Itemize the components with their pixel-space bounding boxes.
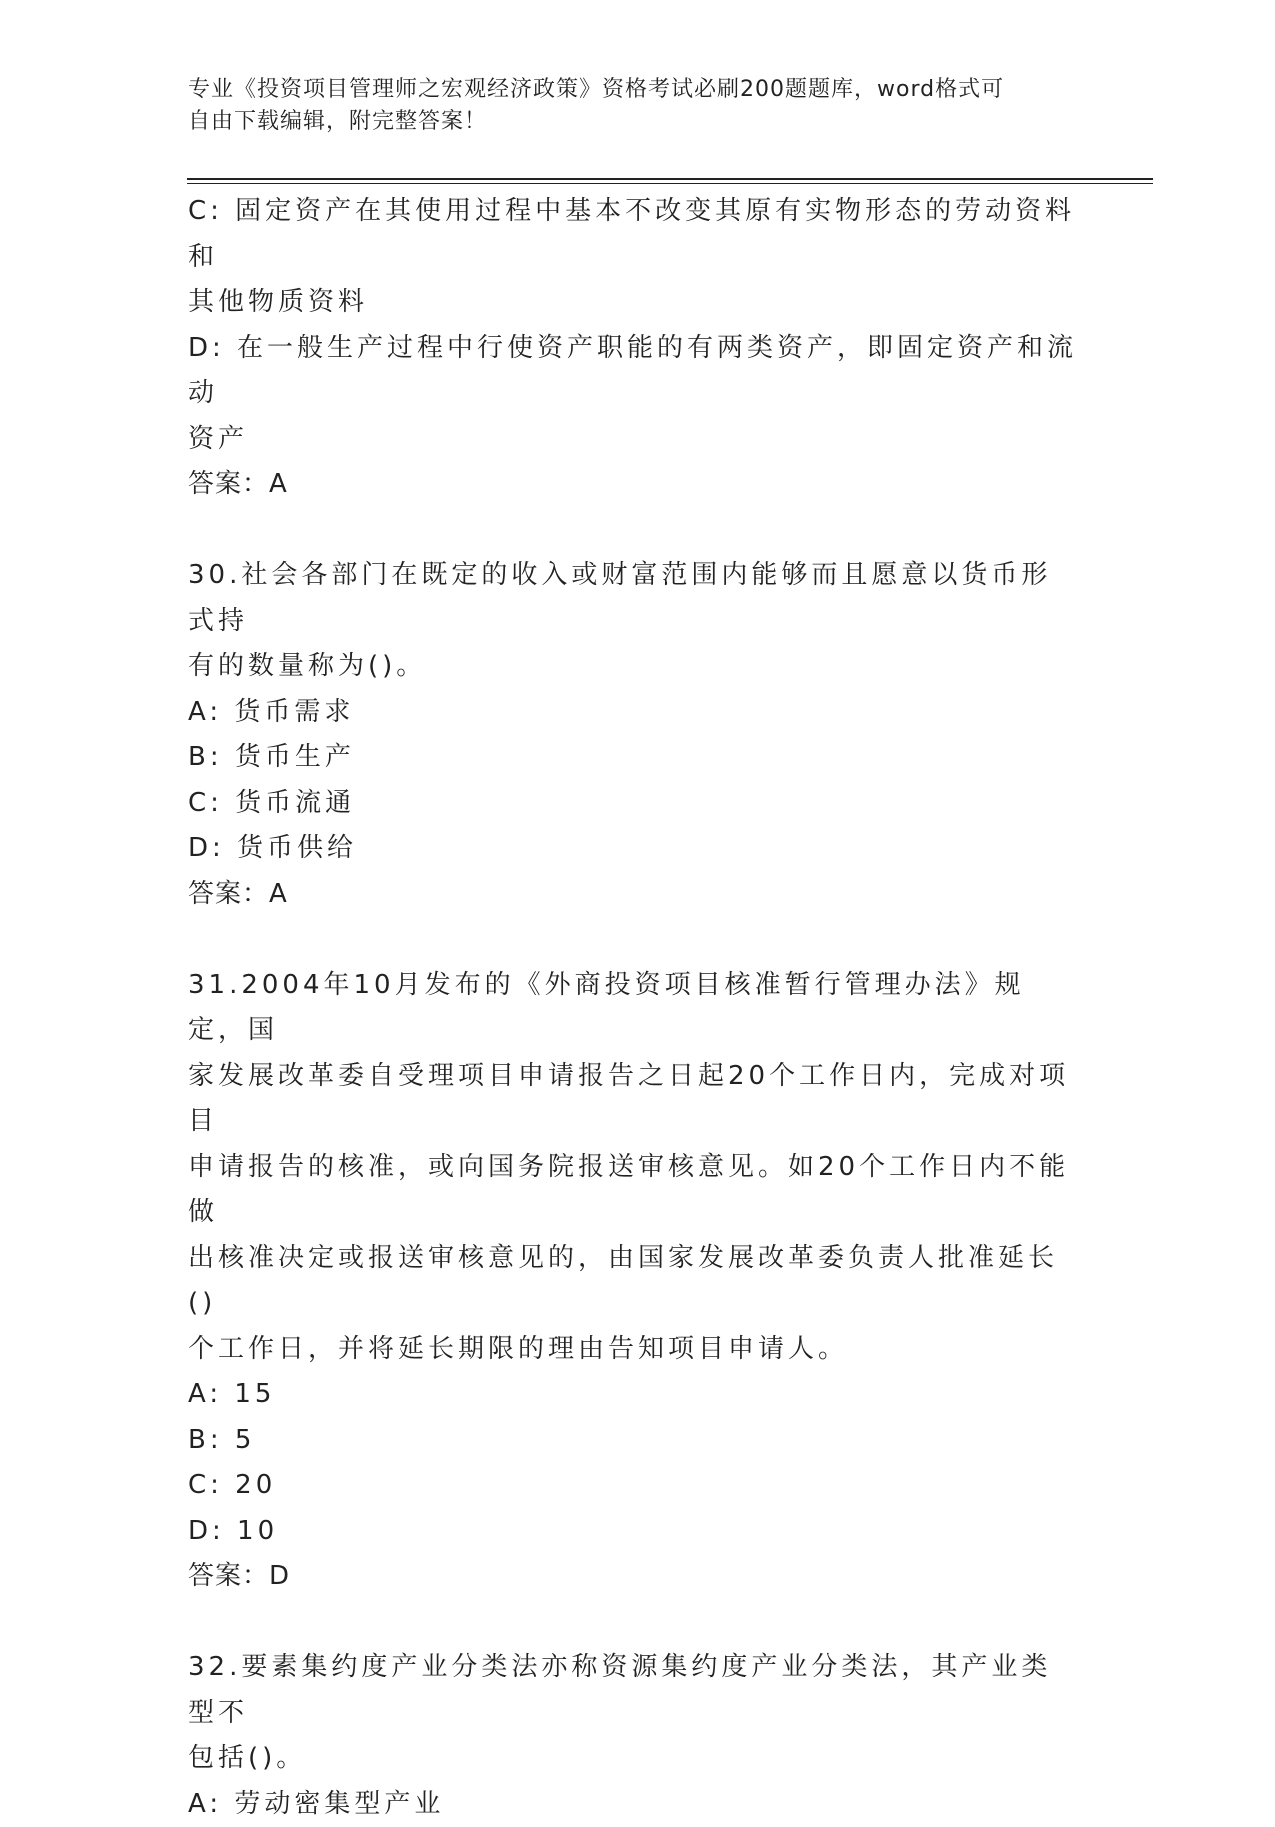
spacer xyxy=(188,1600,1078,1646)
question-stem-line-1: 30.社会各部门在既定的收入或财富范围内能够而且愿意以货币形式持 xyxy=(188,553,1078,644)
option-b: B: 5 xyxy=(188,1418,1078,1464)
question-stem-line-1: 32.要素集约度产业分类法亦称资源集约度产业分类法，其产业类型不 xyxy=(188,1645,1078,1736)
option-b: B: 货币生产 xyxy=(188,735,1078,781)
question-32 xyxy=(188,1645,1078,1827)
option-d-line-1: D: 在一般生产过程中行使资产职能的有两类资产，即固定资产和流动 xyxy=(188,326,1078,417)
option-c-line-1: C: 固定资产在其使用过程中基本不改变其原有实物形态的劳动资料和 xyxy=(188,189,1078,280)
header-line-1: 专业《投资项目管理师之宏观经济政策》资格考试必刷200题题库，word格式可 xyxy=(188,74,1068,106)
option-d: D: 货币供给 xyxy=(188,826,1078,872)
spacer xyxy=(188,917,1078,963)
option-a: A: 15 xyxy=(188,1372,1078,1418)
question-stem-line-4: 出核准决定或报送审核意见的，由国家发展改革委负责人批准延长() xyxy=(188,1236,1078,1327)
option-d: D: 10 xyxy=(188,1509,1078,1555)
question-stem-line-3: 申请报告的核准，或向国务院报送审核意见。如20个工作日内不能做 xyxy=(188,1145,1078,1236)
question-stem-line-1: 31.2004年10月发布的《外商投资项目核准暂行管理办法》规定，国 xyxy=(188,963,1078,1054)
question-30 xyxy=(188,553,1078,917)
option-a: A: 货币需求 xyxy=(188,690,1078,736)
option-c: C: 20 xyxy=(188,1463,1078,1509)
header-divider-thick xyxy=(187,178,1153,180)
option-a: A: 劳动密集型产业 xyxy=(188,1782,1078,1827)
option-c-line-2: 其他物质资料 xyxy=(188,280,1078,326)
option-c: C: 货币流通 xyxy=(188,781,1078,827)
question-stem-line-2: 有的数量称为()。 xyxy=(188,644,1078,690)
document-body xyxy=(188,189,1078,1827)
question-stem-line-2: 包括()。 xyxy=(188,1736,1078,1782)
question-stem-line-5: 个工作日，并将延长期限的理由告知项目申请人。 xyxy=(188,1327,1078,1373)
question-31 xyxy=(188,963,1078,1600)
header-divider-thin xyxy=(187,183,1153,184)
answer: 答案：D xyxy=(188,1554,1078,1600)
answer: 答案：A xyxy=(188,462,1078,508)
answer: 答案：A xyxy=(188,872,1078,918)
question-29-continuation xyxy=(188,189,1078,508)
document-header xyxy=(188,74,1068,138)
question-stem-line-2: 家发展改革委自受理项目申请报告之日起20个工作日内，完成对项目 xyxy=(188,1054,1078,1145)
header-line-2: 自由下载编辑，附完整答案！ xyxy=(188,106,1068,138)
spacer xyxy=(188,508,1078,554)
option-d-line-2: 资产 xyxy=(188,417,1078,463)
